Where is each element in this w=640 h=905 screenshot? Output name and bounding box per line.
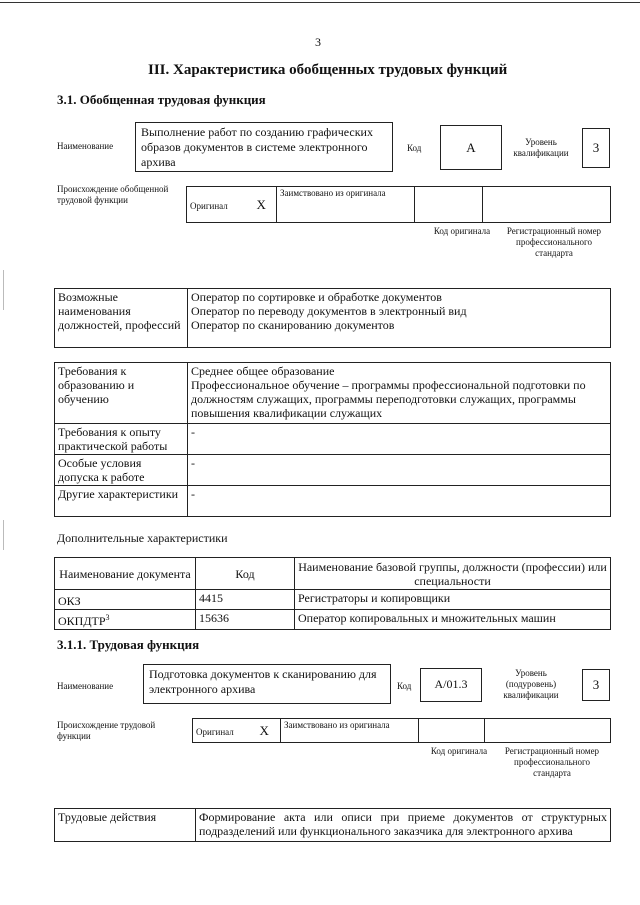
labor-actions-text: Формирование акта или описи при приеме документов от структурных подразделений или функционального заказчика для электронного архива [199,810,607,838]
otf-origin-code-caption: Код оригинала [433,226,491,236]
otf-origin-code-cell [415,187,483,223]
additional-heading: Дополнительные характеристики [57,531,228,545]
tf-level-value: 3 [592,677,600,692]
otf-level-value: 3 [592,140,600,155]
tf-name-label: Наименование [57,681,114,691]
header-group-name: Наименование базовой группы, должности (профессии) или специальности [298,559,607,588]
tf-code-value: А/01.3 [434,677,468,691]
otf-original-label: Оригинал [190,200,228,211]
labor-actions-label: Трудовые действия [58,810,157,824]
positions-table [54,288,611,348]
tf-original-label: Оригинал [196,726,234,737]
table-row [55,590,611,610]
row-code: 15636 [199,611,229,625]
generalized-function-heading: 3.1. Обобщенная трудовая функция [57,92,266,107]
tf-reg-number-cell [485,719,611,743]
position-item: Оператор по сканированию документов [191,318,395,332]
tf-origin-label: Происхождение трудовой функции [57,720,156,741]
experience-value: - [191,425,195,439]
labor-function-heading: 3.1.1. Трудовая функция [57,637,200,652]
tf-origin-code-caption: Код оригинала [430,746,488,756]
scan-edge-mark [3,520,4,550]
admission-value: - [191,456,195,470]
row-name: Оператор копировальных и множительных машин [298,611,556,625]
row-name: Регистраторы и копировщики [298,591,451,605]
otf-code-value: А [466,140,476,155]
labor-actions-table [54,808,611,842]
otf-original-mark: Х [256,196,266,212]
education-label: Требования к образованию и обучению [58,364,135,406]
scan-edge-mark [3,270,4,310]
admission-label: Особые условия допуска к работе [58,456,145,484]
otf-name-value: Выполнение работ по созданию графических образов документов в системе электронного архива [141,125,373,169]
positions-label: Возможные наименования должностей, профессий [58,290,181,332]
requirements-table [54,362,611,517]
row-code: 4415 [199,591,223,605]
page-number: 3 [315,35,321,49]
tf-original-mark: Х [259,722,269,738]
otf-name-label: Наименование [57,141,114,151]
other-value: - [191,487,195,501]
additional-table [54,557,611,630]
tf-origin-code-cell [419,719,485,743]
tf-reg-number-caption: Регистрационный номер профессионального стандарта [504,746,600,778]
row-document: ОКПДТР [58,614,106,628]
otf-borrowed-label: Заимствовано из оригинала [280,188,386,198]
row-document: ОКЗ [58,594,81,608]
education-line: Среднее общее образование [191,364,335,378]
tf-origin-table [192,718,611,743]
table-row [55,610,611,630]
header-document: Наименование документа [59,566,191,581]
otf-level-label: Уровень квалификации [513,137,569,158]
row-footnote: 3 [105,613,110,622]
tf-code-label: Код [397,681,412,691]
otf-code-label: Код [407,143,422,153]
experience-label: Требования к опыту практической работы [58,425,168,453]
otf-origin-label: Происхождение обобщенной трудовой функции [57,184,169,205]
header-code: Код [235,566,255,581]
otf-reg-number-caption: Регистрационный номер профессионального стандарта [506,226,602,258]
position-item: Оператор по переводу документов в электронный вид [191,304,467,318]
other-label: Другие характеристики [58,487,179,501]
section-title: III. Характеристика обобщенных трудовых функций [148,62,508,78]
position-item: Оператор по сортировке и обработке документов [191,290,442,304]
otf-reg-number-cell [483,187,611,223]
tf-borrowed-label: Заимствовано из оригинала [284,720,390,730]
top-rule [0,2,640,3]
tf-name-value: Подготовка документов к сканированию для электронного архива [149,667,377,696]
otf-origin-table [186,186,611,223]
education-line: Профессиональное обучение – программы профессиональной подготовки по должностям служащих, программы переподготовки служащих, программы повышения квалификации служащих [191,378,586,420]
tf-level-label: Уровень (подуровень) квалификации [503,668,559,700]
